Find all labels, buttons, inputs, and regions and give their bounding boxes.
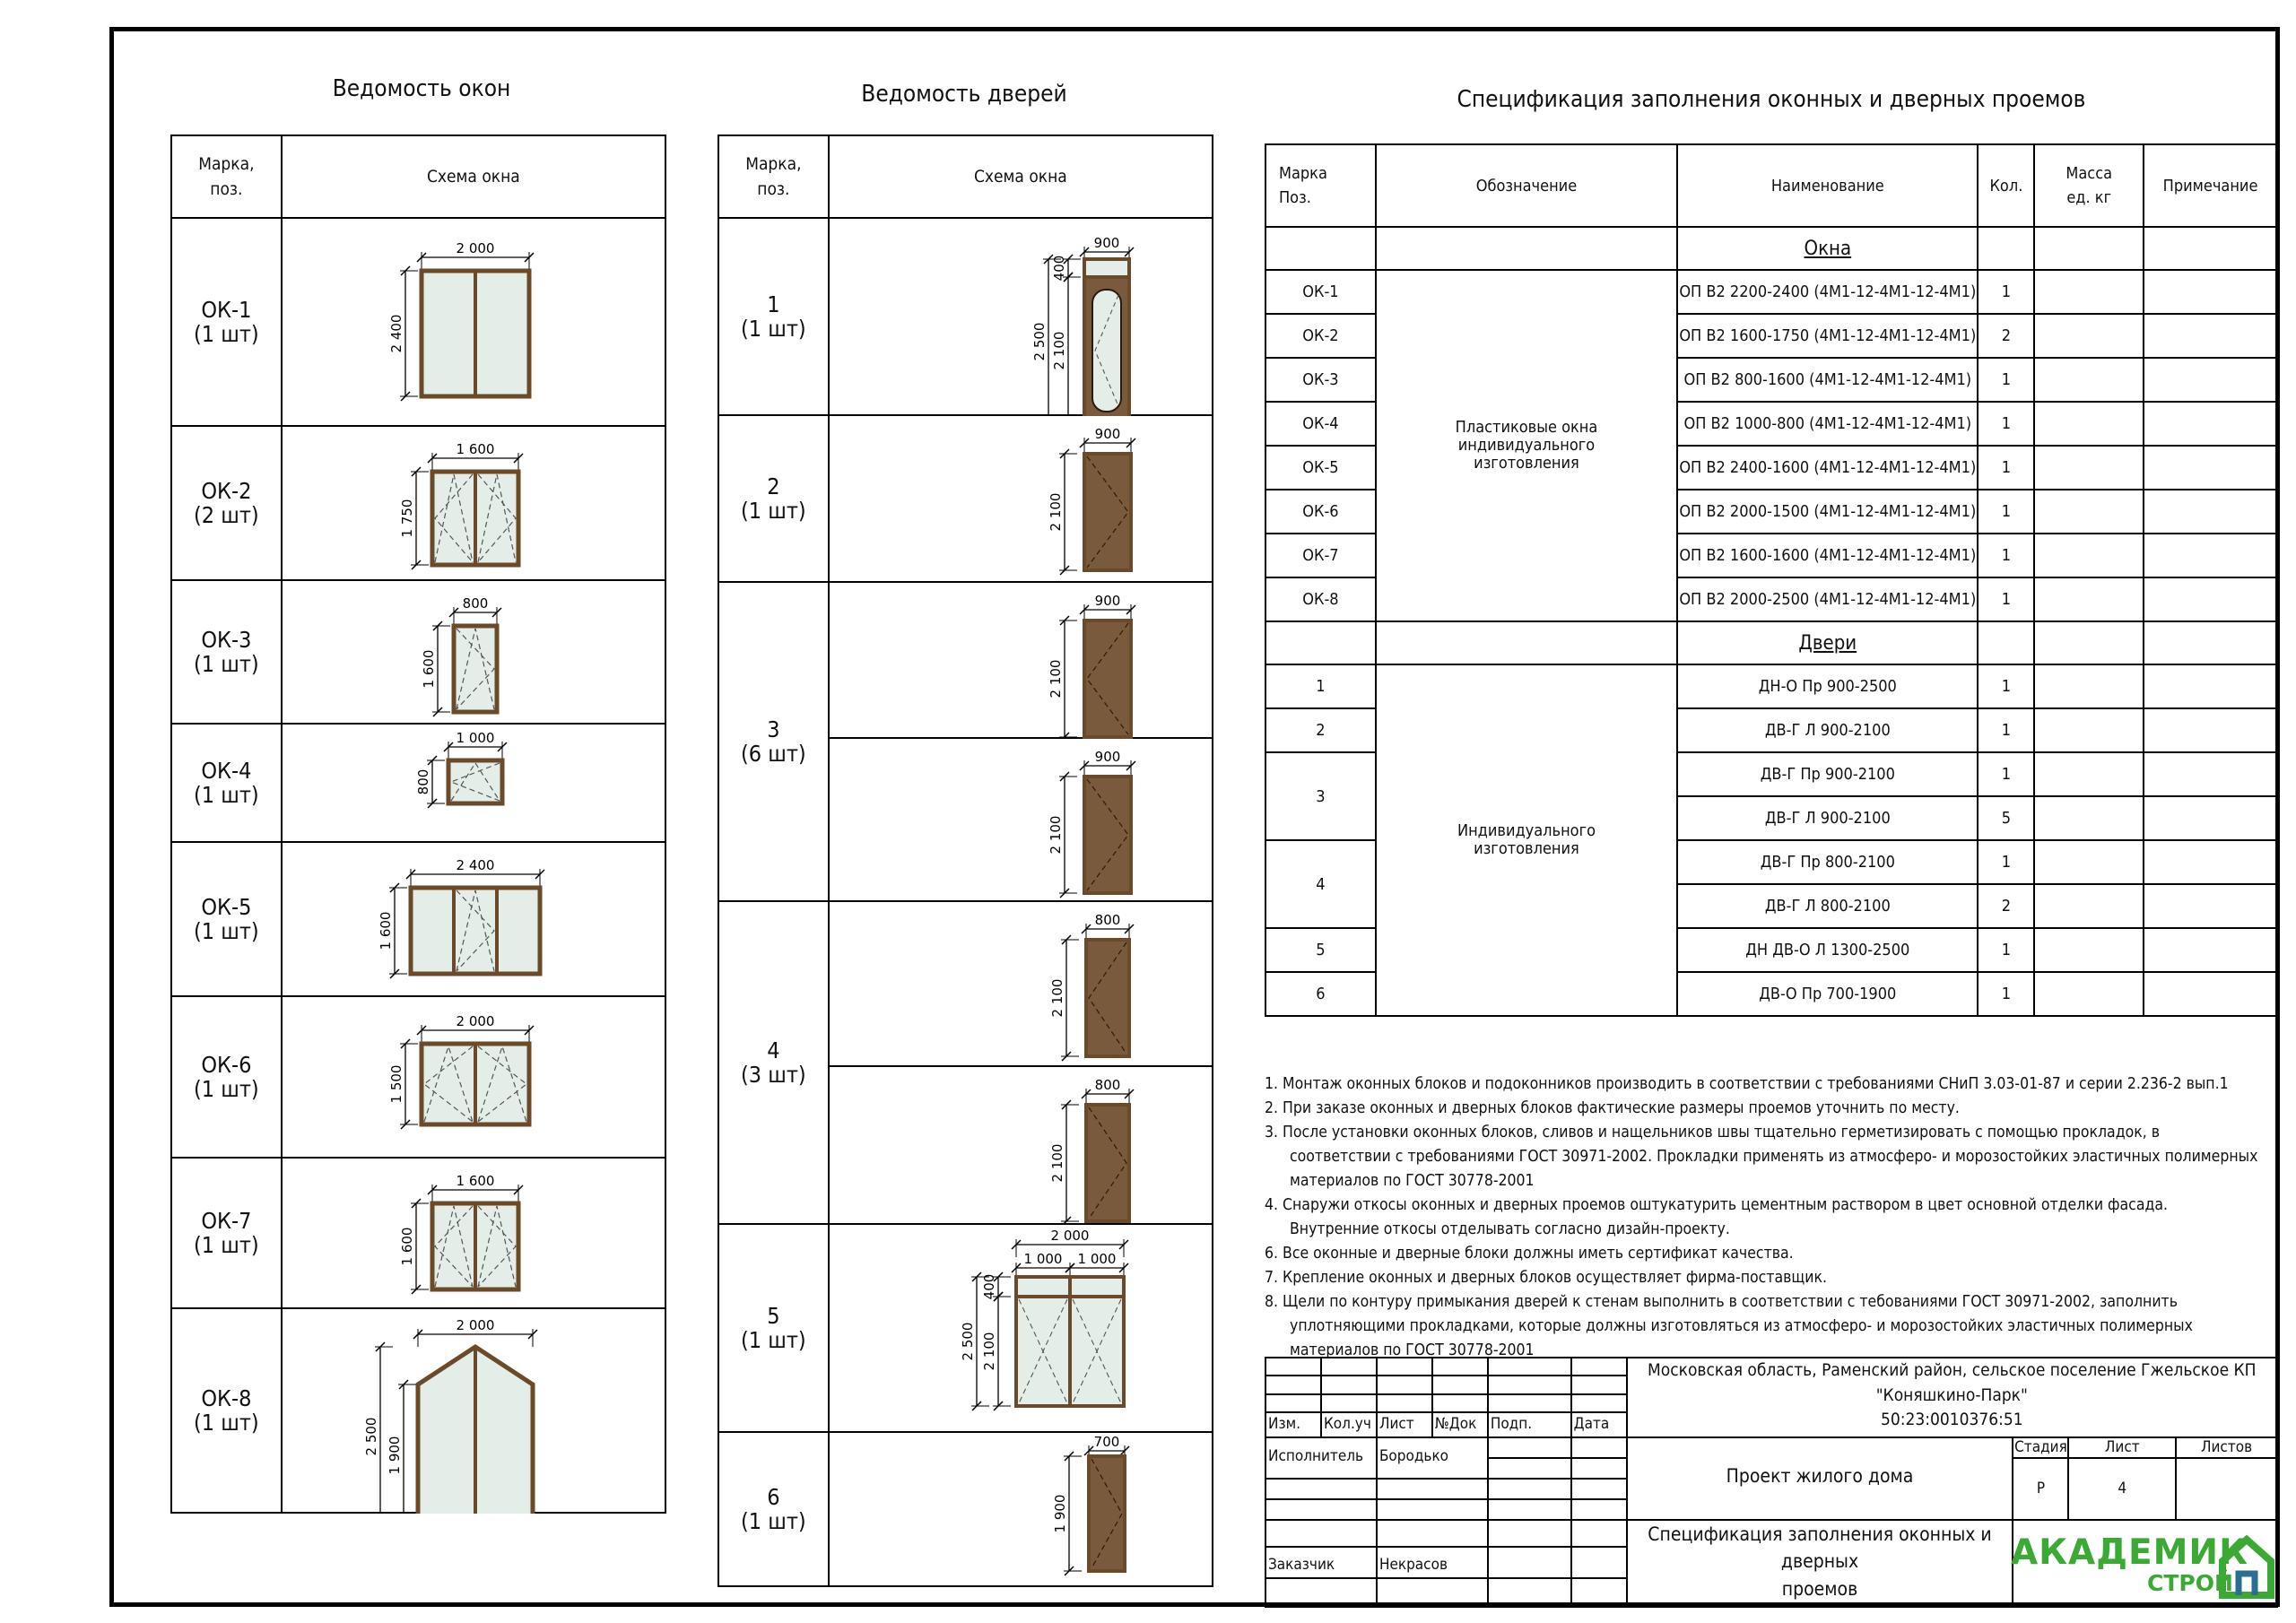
dim-width: 2 000 <box>1050 1228 1090 1244</box>
dim-height: 1 900 <box>1051 1494 1068 1533</box>
tb-executor-name: Бородько <box>1377 1437 1488 1479</box>
dim-width: 1 600 <box>456 1173 495 1189</box>
spec-window-row <box>1265 270 2277 314</box>
windows-title: Ведомость окон <box>332 75 511 102</box>
notes <box>1265 1072 2260 1363</box>
dim-height: 1 750 <box>398 499 415 538</box>
door-qty: (1 шт) <box>741 316 806 342</box>
tb-col-date: Дата <box>1571 1412 1627 1437</box>
dim-width: 800 <box>1094 912 1121 928</box>
tb-sheets-label: Листов <box>2176 1437 2277 1458</box>
spec-mark: ОК-4 <box>1265 402 1376 446</box>
spec-name: ДВ-Г Пр 800-2100 <box>1677 840 1978 884</box>
spec-qty: 1 <box>1978 358 2034 402</box>
windows-table <box>170 135 666 1514</box>
spec-qty: 1 <box>1978 446 2034 490</box>
dim-width-2: 1 000 <box>1077 1251 1117 1267</box>
note-item: 8. Щели по контуру примыкания дверей к стенам выполнить в соответствии с тебованиями ГОСТ 30971-2002, заполнить уплотняющими прокладками, которые должны изготовляться из атмосферо- и морозостойких эластичных полимерных материалов по ГОСТ 30778-2001 <box>1265 1293 2193 1359</box>
door-row <box>718 901 1213 1066</box>
tb-col-podp: Подп. <box>1488 1412 1571 1437</box>
door-row <box>718 415 1213 582</box>
dim-height: 2 400 <box>387 314 404 353</box>
window-qty: (1 шт) <box>194 918 259 944</box>
spec-qty: 2 <box>1978 314 2034 358</box>
door-qty: (3 шт) <box>741 1062 806 1088</box>
window-row <box>171 580 665 724</box>
window-mark: ОК-1 <box>201 296 252 323</box>
dim-height-1: 2 100 <box>1050 331 1067 370</box>
spec-name: ОП В2 1600-1750 (4М1-12-4М1-12-4М1) <box>1677 314 1978 358</box>
spec-qty: 1 <box>1978 972 2034 1016</box>
dim-height-2: 1 900 <box>386 1436 403 1475</box>
section-windows: Окна <box>1677 227 1978 270</box>
dim-height: 2 500 <box>362 1417 379 1456</box>
door-scheme <box>829 738 1213 901</box>
spec-mark: ОК-7 <box>1265 534 1376 577</box>
note-item: 7. Крепление оконных и дверных блоков осуществляет фирма-поставщик. <box>1265 1269 1827 1287</box>
dim-width: 900 <box>1094 749 1121 765</box>
spec-table <box>1265 143 2278 1017</box>
dim-width: 1 600 <box>456 441 495 457</box>
dim-height: 2 100 <box>1047 492 1064 532</box>
spec-mark: 6 <box>1265 972 1376 1016</box>
door-row <box>718 1432 1213 1586</box>
window-scheme <box>282 218 665 426</box>
window-row <box>171 1308 665 1513</box>
window-scheme <box>282 1308 665 1513</box>
spec-head-3: Кол. <box>1978 144 2034 227</box>
window-row <box>171 426 665 580</box>
window-qty: (1 шт) <box>194 1232 259 1258</box>
spec-mark: 1 <box>1265 664 1376 708</box>
window-qty: (1 шт) <box>194 651 259 677</box>
spec-mark: ОК-2 <box>1265 314 1376 358</box>
window-mark: ОК-6 <box>201 1051 252 1078</box>
dim-height: 1 600 <box>420 649 437 689</box>
spec-name: ОП В2 800-1600 (4М1-12-4М1-12-4М1) <box>1677 358 1978 402</box>
window-mark-cell <box>171 996 282 1158</box>
spec-qty: 1 <box>1978 708 2034 752</box>
dim-width: 700 <box>1093 1434 1120 1450</box>
dim-height: 2 100 <box>1047 815 1064 855</box>
window-mark-cell <box>171 724 282 842</box>
door-mark-cell <box>718 901 829 1224</box>
spec-door-row <box>1265 664 2277 708</box>
window-mark-cell <box>171 580 282 724</box>
spec-qty: 1 <box>1978 270 2034 314</box>
tb-col-list: Лист <box>1377 1412 1432 1437</box>
dim-width: 2 000 <box>456 1317 495 1333</box>
spec-doors-designation: Индивидуального изготовления <box>1376 664 1677 1016</box>
door-mark: 3 <box>767 716 780 742</box>
dim-width: 800 <box>1094 1077 1121 1093</box>
tb-customer-label: Заказчик <box>1265 1547 1377 1578</box>
dt-head-mark: Марка, поз. <box>718 135 829 218</box>
window-mark: ОК-7 <box>201 1207 252 1234</box>
tb-address: Московская область, Раменский район, сельское поселение Гжельское КП "Коняшкино-Парк" 50:23:0010376:51 <box>1627 1358 2277 1437</box>
dim-height-1: 2 100 <box>980 1332 997 1371</box>
window-mark: ОК-2 <box>201 477 252 504</box>
dt-head-scheme: Схема окна <box>829 135 1213 218</box>
spec-name: ОП В2 2000-2500 (4М1-12-4М1-12-4М1) <box>1677 577 1978 621</box>
tb-col-izm: Изм. <box>1265 1412 1321 1437</box>
door-mark-cell <box>718 582 829 901</box>
dim-height: 2 100 <box>1048 978 1065 1018</box>
door-scheme <box>829 415 1213 582</box>
spec-windows-designation: Пластиковые окна индивидуального изготовления <box>1376 270 1677 621</box>
door-scheme <box>829 582 1213 738</box>
section-doors: Двери <box>1677 621 1978 664</box>
spec-name: ОП В2 2400-1600 (4М1-12-4М1-12-4М1) <box>1677 446 1978 490</box>
window-row <box>171 1158 665 1308</box>
window-mark-cell <box>171 842 282 996</box>
note-item: 6. Все оконные и дверные блоки должны иметь сертификат качества. <box>1265 1245 1794 1263</box>
note-item: 3. После установки оконных блоков, сливов и нащельников швы тщательно герметизировать с помощью прокладок, в соответствии с требованиями ГОСТ 30971-2002. Прокладки применять из атмосферо- и морозостойких эластичных полимерных материалов по ГОСТ 30778-2001 <box>1265 1124 2258 1190</box>
door-qty: (1 шт) <box>741 498 806 524</box>
spec-name: ДВ-Г Пр 900-2100 <box>1677 752 1978 796</box>
spec-mark: ОК-3 <box>1265 358 1376 402</box>
spec-name: ДВ-О Пр 700-1900 <box>1677 972 1978 1016</box>
window-scheme <box>282 996 665 1158</box>
spec-qty: 2 <box>1978 884 2034 928</box>
door-mark: 2 <box>767 473 780 499</box>
tb-sheet-title: Спецификация заполнения оконных и дверных проемов <box>1627 1520 2013 1607</box>
window-mark-cell <box>171 218 282 426</box>
door-scheme <box>829 901 1213 1066</box>
spec-head-4: Масса ед. кг <box>2034 144 2144 227</box>
window-qty: (1 шт) <box>194 321 259 347</box>
spec-head-1: Обозначение <box>1376 144 1677 227</box>
door-scheme <box>829 1432 1213 1586</box>
door-mark-cell <box>718 1432 829 1586</box>
window-row <box>171 842 665 996</box>
wt-head-scheme: Схема окна <box>282 135 665 218</box>
door-qty: (1 шт) <box>741 1508 806 1534</box>
house-logo-icon <box>2219 1534 2274 1599</box>
spec-qty: 1 <box>1978 752 2034 796</box>
tb-sheet: 4 <box>2068 1458 2176 1520</box>
window-qty: (1 шт) <box>194 782 259 808</box>
door-mark: 1 <box>767 291 780 317</box>
spec-head-2: Наименование <box>1677 144 1978 227</box>
spec-head-5: Примечание <box>2144 144 2277 227</box>
spec-name: ДВ-Г Л 900-2100 <box>1677 708 1978 752</box>
tb-sheet-label: Лист <box>2068 1437 2176 1458</box>
window-qty: (2 шт) <box>194 502 259 528</box>
wt-head-mark: Марка, поз. <box>171 135 282 218</box>
door-scheme <box>829 1224 1213 1432</box>
dim-height: 2 100 <box>1047 659 1064 699</box>
dim-height: 800 <box>414 768 431 795</box>
spec-name: ОП В2 2200-2400 (4М1-12-4М1-12-4М1) <box>1677 270 1978 314</box>
window-scheme <box>282 842 665 996</box>
logo-text-sub: СТРОЙ <box>2147 1570 2233 1596</box>
spec-mark: ОК-6 <box>1265 490 1376 534</box>
window-mark-cell <box>171 1308 282 1513</box>
spec-name: ОП В2 1600-1600 (4М1-12-4М1-12-4М1) <box>1677 534 1978 577</box>
window-scheme <box>282 426 665 580</box>
spec-name: ДН ДВ-О Л 1300-2500 <box>1677 928 1978 972</box>
dim-width: 900 <box>1093 235 1120 251</box>
tb-stage: Р <box>2013 1458 2068 1520</box>
tb-customer-name: Некрасов <box>1377 1547 1488 1578</box>
window-mark: ОК-3 <box>201 626 252 653</box>
door-mark-cell <box>718 218 829 415</box>
window-mark: ОК-8 <box>201 1384 252 1411</box>
door-mark: 5 <box>767 1302 780 1329</box>
note-item: 4. Снаружи откосы оконных и дверных проемов оштукатурить цементным раствором в цвет основной отделки фасада. Внутренние откосы отделывать согласно дизайн-проекту. <box>1265 1196 2168 1238</box>
door-qty: (1 шт) <box>741 1327 806 1353</box>
note-item: 2. При заказе оконных и дверных блоков фактические размеры проемов уточнить по месту. <box>1265 1099 1960 1117</box>
spec-qty: 1 <box>1978 577 2034 621</box>
dim-width: 1 000 <box>456 730 495 746</box>
door-row <box>718 582 1213 738</box>
spec-head-0: Марка Поз. <box>1265 144 1376 227</box>
window-mark: ОК-4 <box>201 757 252 784</box>
door-mark: 6 <box>767 1483 780 1510</box>
window-qty: (1 шт) <box>194 1410 259 1436</box>
doors-title: Ведомость дверей <box>861 81 1067 108</box>
tb-stage-label: Стадия <box>2014 1438 2067 1457</box>
door-mark-cell <box>718 415 829 582</box>
door-mark: 4 <box>767 1037 780 1063</box>
window-row <box>171 996 665 1158</box>
window-row <box>171 724 665 842</box>
dim-width-1: 1 000 <box>1023 1251 1063 1267</box>
spec-title: Спецификация заполнения оконных и дверных проемов <box>1457 86 2086 113</box>
dim-height: 1 600 <box>377 911 394 950</box>
spec-mark: 2 <box>1265 708 1376 752</box>
logo-text-main: АКАДЕМИК <box>2011 1532 2248 1573</box>
tb-executor-label: Исполнитель <box>1265 1437 1377 1479</box>
dim-height: 1 500 <box>387 1064 404 1104</box>
window-qty: (1 шт) <box>194 1076 259 1102</box>
spec-name: ДВ-Г Л 800-2100 <box>1677 884 1978 928</box>
tb-col-doc: №Док <box>1432 1412 1488 1437</box>
dim-height: 1 600 <box>398 1227 415 1266</box>
tb-col-kolich: Кол.уч <box>1321 1412 1377 1437</box>
door-row <box>718 1224 1213 1432</box>
spec-name: ДВ-Г Л 900-2100 <box>1677 796 1978 840</box>
dim-width: 900 <box>1094 426 1121 442</box>
window-row <box>171 218 665 426</box>
window-scheme <box>282 580 665 724</box>
dim-height-2: 400 <box>980 1273 997 1300</box>
tb-sheets <box>2176 1458 2277 1520</box>
spec-mark: ОК-1 <box>1265 270 1376 314</box>
door-qty: (6 шт) <box>741 741 806 767</box>
dim-height: 2 500 <box>959 1322 976 1361</box>
tb-project: Проект жилого дома <box>1627 1437 2013 1520</box>
dim-height: 2 100 <box>1048 1143 1065 1183</box>
door-scheme <box>829 218 1213 415</box>
dim-width: 900 <box>1094 593 1121 609</box>
spec-qty: 1 <box>1978 840 2034 884</box>
note-item: 1. Монтаж оконных блоков и подоконников производить в соответствии с требованиями СНиП 3.03-01-87 и серии 2.236-2 вып.1 <box>1265 1075 2229 1093</box>
spec-name: ОП В2 1000-800 (4М1-12-4М1-12-4М1) <box>1677 402 1978 446</box>
window-scheme <box>282 724 665 842</box>
spec-qty: 1 <box>1978 928 2034 972</box>
spec-mark: 3 <box>1265 752 1376 840</box>
spec-qty: 1 <box>1978 490 2034 534</box>
door-row <box>718 218 1213 415</box>
dim-height: 2 500 <box>1031 322 1048 361</box>
window-scheme <box>282 1158 665 1308</box>
window-mark: ОК-5 <box>201 893 252 920</box>
door-scheme <box>829 1066 1213 1224</box>
spec-qty: 5 <box>1978 796 2034 840</box>
dim-width: 800 <box>462 595 489 612</box>
door-mark-cell <box>718 1224 829 1432</box>
dim-width: 2 000 <box>456 1013 495 1029</box>
spec-name: ОП В2 2000-1500 (4М1-12-4М1-12-4М1) <box>1677 490 1978 534</box>
dim-width: 2 000 <box>456 240 495 256</box>
spec-mark: 5 <box>1265 928 1376 972</box>
spec-mark: ОК-5 <box>1265 446 1376 490</box>
doors-table <box>718 135 1213 1587</box>
spec-name: ДН-О Пр 900-2500 <box>1677 664 1978 708</box>
dim-width: 2 400 <box>456 857 495 873</box>
window-mark-cell <box>171 426 282 580</box>
window-mark-cell <box>171 1158 282 1308</box>
dim-height-2: 400 <box>1050 255 1067 282</box>
spec-qty: 1 <box>1978 534 2034 577</box>
spec-mark: 4 <box>1265 840 1376 928</box>
company-logo <box>2007 1529 2276 1602</box>
spec-qty: 1 <box>1978 664 2034 708</box>
spec-mark: ОК-8 <box>1265 577 1376 621</box>
spec-qty: 1 <box>1978 402 2034 446</box>
